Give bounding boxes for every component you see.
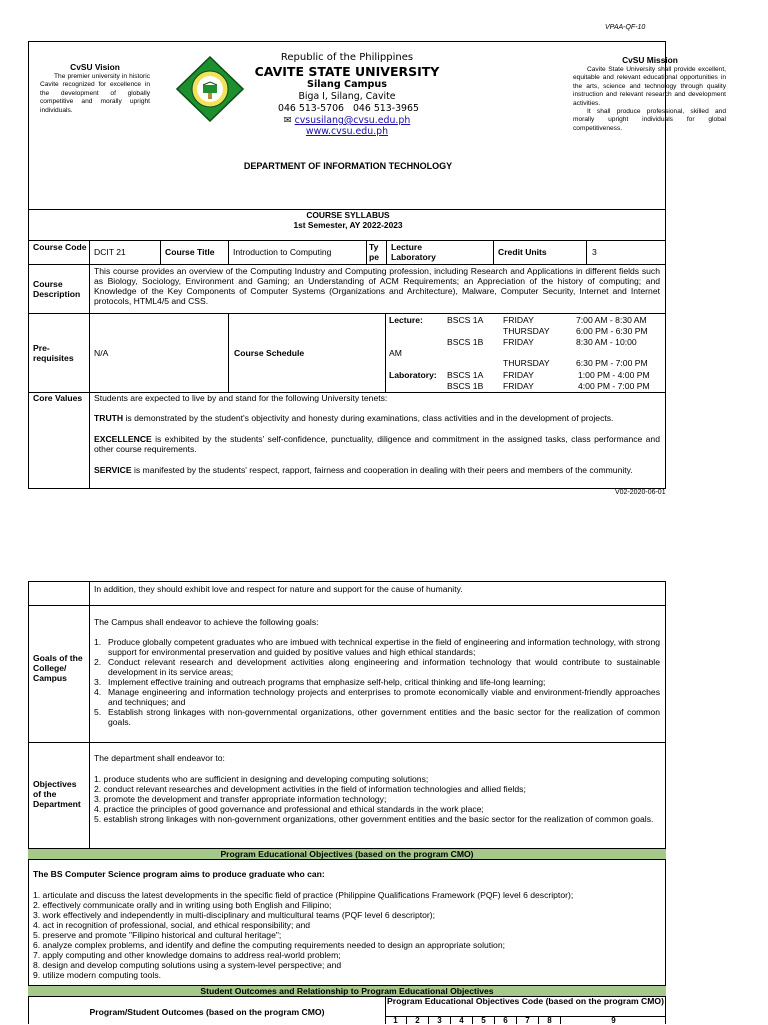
peo-code: 2 (407, 1016, 429, 1024)
objective-item: 5. establish strong linkages with non-government organizations, other government entities and the basic sector for the realization of common goals. (94, 814, 654, 824)
goals-list (94, 637, 660, 727)
course-code-label: Course Code (33, 242, 87, 252)
lec2-time1: 8:30 AM - 10:00 (576, 337, 637, 347)
goal-item: 4. Manage engineering and information technology projects and enterprises to promote economically viable and environment-friendly approaches and techniques; and (94, 687, 660, 707)
lab2-day: FRIDAY (503, 381, 534, 391)
peo-code: 6 (495, 1016, 517, 1024)
lec1-time2: 6:00 PM - 6:30 PM (576, 326, 648, 336)
vision-text: The premier university in historic Cavite recognized for excellence in the development of globally competitive and morally upright individuals. (40, 73, 150, 114)
peo-item: 6. analyze complex problems, and identify and define the computing requirements needed to design an appropriate solution; (33, 940, 506, 950)
peo-item: 3. work effectively and independently in multi-disciplinary and multicultural teams (PQF level 6 descriptor); (33, 910, 436, 920)
objectives-label: Objectives of the Department (33, 779, 81, 809)
form-code: VPAA-QF-10 (605, 24, 646, 31)
credit-units-value: 3 (592, 247, 597, 257)
course-title-value: Introduction to Computing (233, 247, 332, 257)
campus-name: Silang Campus (307, 79, 387, 90)
peo-list (33, 890, 660, 980)
peo-code: 3 (429, 1016, 451, 1024)
lec1-section: BSCS 1A (447, 315, 484, 325)
peo-item: 9. utilize modern computing tools. (33, 970, 162, 980)
objective-item: 4. practice the principles of good governance and professional and ethical standards in the work place; (94, 804, 484, 814)
vision-title: CvSU Vision (70, 62, 120, 72)
objective-item: 2. conduct relevant researches and development activities in the field of information technologies and allied fields; (94, 784, 526, 794)
peo-code: 9 (611, 1016, 616, 1025)
truth-text: is demonstrated by the student's objectivity and honesty during examinations, class activities and in the development of projects. (123, 413, 614, 423)
goal-item: 2. Conduct relevant research and development activities along engineering and information technology that would contribute to sustainable development in its service areas; (94, 657, 660, 677)
lec1-time1: 7:00 AM - 8:30 AM (576, 315, 647, 325)
goal-item: 3. Implement effective training and outreach programs that emphasize self-help, critical thinking and life-long learning; (94, 677, 546, 687)
objective-item: 3. promote the development and transfer appropriate information technology; (94, 794, 387, 804)
lab1-time: 1:00 PM - 4:00 PM (578, 370, 650, 380)
course-description-label: Course Description (33, 279, 81, 299)
excellence-text: is exhibited by the students' self-confidence, punctuality, diligence and commitment in the assigned tasks, class performance and other course requirements. (94, 434, 660, 454)
lec2-section: BSCS 1B (447, 337, 484, 347)
lec2-time2: 6:30 PM - 7:00 PM (576, 358, 648, 368)
lab2-time: 4:00 PM - 7:00 PM (578, 381, 650, 391)
course-code-value: DCIT 21 (94, 247, 126, 257)
lec2-day2: THURSDAY (503, 358, 550, 368)
excellence-paragraph (94, 434, 660, 454)
mission-text-2: It shall produce professional, skilled and morally upright individuals for global competitiveness. (573, 108, 726, 132)
peo-header: Program Educational Objectives (based on the program CMO) (28, 848, 666, 860)
email-link[interactable]: cvsusilang@cvsu.edu.ph (294, 115, 411, 126)
republic-text: Republic of the Philippines (280, 52, 414, 63)
peo-code: 8 (539, 1016, 561, 1024)
goal-item: 5. Establish strong linkages with non-governmental organizations, other government entities and the basic sector for the realization of common goals. (94, 707, 660, 727)
syllabus-title: COURSE SYLLABUS (306, 210, 390, 220)
syllabus-semester: 1st Semester, AY 2022-2023 (293, 220, 403, 230)
email-line (247, 115, 447, 126)
service-paragraph (94, 465, 660, 475)
lecture-label: Lecture: (389, 315, 423, 325)
mission-text-1: Cavite State University shall provide excellent, equitable and relevant educational opportunities in the arts, science and technology through quality instruction and relevant research and development activities. (573, 66, 726, 107)
lab2-section: BSCS 1B (447, 381, 484, 391)
goal-item: 1. Produce globally competent graduates who are imbued with technical expertise in the field of engineering and information technology, with strong support for environmental preservation and guided by positive values and high ethical standards; (94, 637, 660, 657)
peo-code: 4 (451, 1016, 473, 1024)
peo-code: 7 (517, 1016, 539, 1024)
peo-item: 1. articulate and discuss the latest developments in the specific field of practice (Philippine Qualifications Framework (PQF) level 6 descriptor); (33, 890, 574, 900)
phone-text: 046 513-5706 046 513-3965 (275, 103, 419, 114)
so-left-header: Program/Student Outcomes (based on the program CMO) (89, 1007, 325, 1017)
objectives-list (94, 774, 660, 824)
department-title: DEPARTMENT OF INFORMATION TECHNOLOGY (243, 161, 453, 171)
type-label: Type (369, 242, 380, 262)
peo-item: 8. design and develop computing solutions using a system-level perspective; and (33, 960, 342, 970)
peo-item: 7. apply computing and other knowledge domains to address real-world problem; (33, 950, 341, 960)
service-text: is manifested by the students' respect, rapport, fairness and cooperation in dealing with their peers and members of the community. (131, 465, 633, 475)
laboratory-label: Laboratory: (389, 370, 437, 380)
mission-title: CvSU Mission (622, 55, 678, 65)
peo-item: 4. act in recognition of professional, social, and ethical responsibility; and (33, 920, 311, 930)
objectives-intro: The department shall endeavor to: (94, 753, 225, 763)
lec1-day1: FRIDAY (503, 315, 534, 325)
so-right-header: Program Educational Objectives Code (based on the program CMO) (387, 996, 664, 1006)
am-text: AM (389, 348, 402, 358)
prerequisites-label: Pre-requisites (33, 343, 74, 363)
university-name: CAVITE STATE UNIVERSITY (254, 64, 440, 79)
nature-text: In addition, they should exhibit love and respect for nature and support for the cause of humanity. (94, 584, 463, 594)
address-text: Biga I, Silang, Cavite (298, 91, 396, 102)
lab1-section: BSCS 1A (447, 370, 484, 380)
credit-units-label: Credit Units (498, 247, 547, 257)
peo-code: 1 (385, 1016, 407, 1024)
objective-item: 1. produce students who are sufficient in designing and developing computing solutions; (94, 774, 429, 784)
truth-word: TRUTH (94, 413, 124, 423)
lec1-day2: THURSDAY (503, 326, 550, 336)
version-code: V02-2020-06-01 (615, 489, 666, 496)
core-values-label: Core Values (33, 393, 83, 403)
so-header: Student Outcomes and Relationship to Program Educational Objectives (28, 985, 666, 997)
goals-label: Goals of the College/ Campus (33, 653, 83, 683)
core-values-intro: Students are expected to live by and stand for the following University tenets: (94, 393, 388, 403)
excellence-word: EXCELLENCE (94, 434, 152, 444)
website-link[interactable]: www.cvsu.edu.ph (305, 126, 389, 137)
peo-intro: The BS Computer Science program aims to produce graduate who can: (33, 869, 325, 879)
mission-text (573, 66, 726, 133)
peo-item: 2. effectively communicate orally and in writing using both English and Filipino; (33, 900, 332, 910)
service-word: SERVICE (94, 465, 132, 475)
prerequisites-value: N/A (94, 348, 109, 358)
truth-paragraph (94, 413, 660, 423)
type-value: Lecture Laboratory (391, 242, 436, 262)
course-description-value: This course provides an overview of the Computing Industry and Computing profession, including Research and Applications in different fields such as Biology, Sociology, Environment and Gaming; an Understanding of ACM Requirements; an Appreciation of the history of computing; and Knowledge of the Key Components of Computer Systems (Organizations and Architecture), Malware, Computer Security, Internet and Internet protocols, HTML4/5 and CSS. (94, 266, 660, 306)
goals-intro: The Campus shall endeavor to achieve the following goals: (94, 617, 319, 627)
peo-item: 5. preserve and promote "Filipino historical and cultural heritage"; (33, 930, 282, 940)
website-line (247, 126, 447, 137)
mail-icon: ✉ (283, 115, 295, 126)
lab1-day: FRIDAY (503, 370, 534, 380)
peo-code-row (385, 1016, 666, 1024)
lec2-day1: FRIDAY (503, 337, 534, 347)
course-schedule-label: Course Schedule (234, 348, 305, 358)
course-title-label: Course Title (165, 247, 215, 257)
peo-code: 5 (473, 1016, 495, 1024)
